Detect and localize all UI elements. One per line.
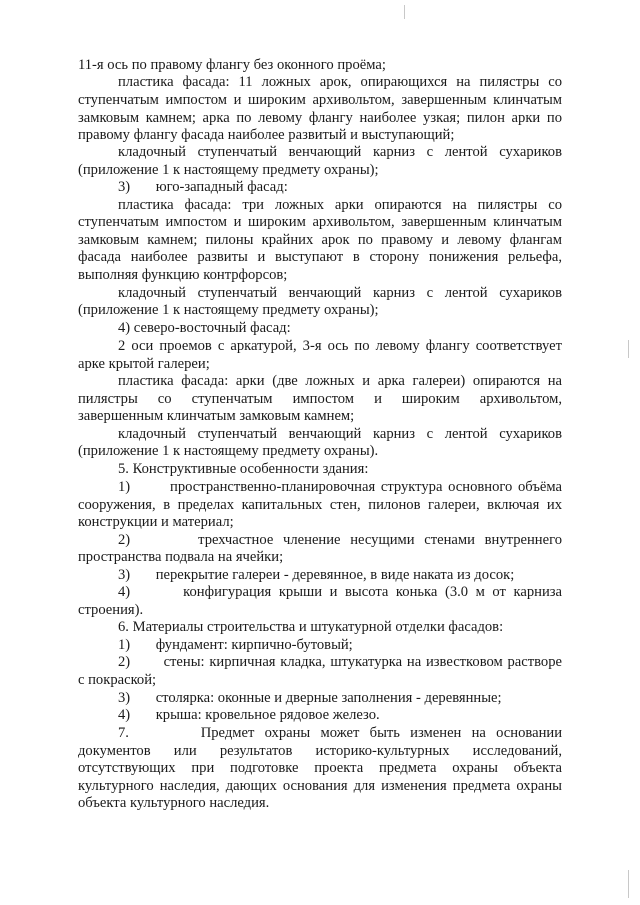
- text-line: 2 оси проемов с аркатурой, 3-я ось по левому флангу соответствует: [118, 338, 562, 354]
- text-line: арке крытой галереи;: [78, 356, 210, 372]
- text-line: 7. Предмет охраны может быть изменен на основании: [118, 725, 562, 741]
- text-line: конструкции и материал;: [78, 514, 234, 530]
- text-line: 1) пространственно-планировочная структура основного объёма: [118, 479, 562, 495]
- text-line: 2) трехчастное членение несущими стенами внутреннего: [118, 532, 562, 548]
- text-line: правому флангу фасада наиболее развитый и выступающий;: [78, 127, 455, 143]
- text-line: 4) конфигурация крыши и высота конька (3.0 м от карниза: [118, 584, 562, 600]
- text-line: пластика фасада: три ложных арки опираются на пилястры со: [118, 197, 562, 213]
- text-line: 3) столярка: оконные и дверные заполнения - деревянные;: [118, 690, 502, 706]
- text-line: отсутствующих при подготовке проекта предмета охраны объекта: [78, 760, 562, 776]
- text-line: культурного наследия, дающих основания для изменения предмета охраны: [78, 778, 562, 794]
- text-line: сооружения, в пределах капитальных стен, пилонов галереи, включая их: [78, 497, 562, 513]
- scan-artifact: [628, 870, 629, 898]
- text-line: замковым камнем; арка по левому флангу наиболее узкая; пилон арки по: [78, 110, 562, 126]
- text-line: замковым камнем; пилоны крайних арок по правому и левому флангам: [78, 232, 562, 248]
- text-line: кладочный ступенчатый венчающий карниз с лентой сухариков: [118, 426, 562, 442]
- text-line: (приложение 1 к настоящему предмету охраны).: [78, 443, 379, 459]
- text-line: 4) крыша: кровельное рядовое железо.: [118, 707, 380, 723]
- text-line: фасада наиболее развиты и выступают в сторону понижения рельефа,: [78, 249, 562, 265]
- text-line: (приложение 1 к настоящему предмету охраны);: [78, 302, 379, 318]
- text-line: 4) северо-восточный фасад:: [118, 320, 291, 336]
- text-line: 5. Конструктивные особенности здания:: [118, 461, 369, 477]
- text-line: кладочный ступенчатый венчающий карниз с лентой сухариков: [118, 144, 562, 160]
- text-line: ступенчатым импостом и широким архивольтом, завершенным клинчатым: [78, 92, 562, 108]
- text-line: ступенчатым импостом и широким архивольтом, завершенным клинчатым: [78, 214, 562, 230]
- text-line: объекта культурного наследия.: [78, 795, 270, 811]
- text-line: документов или результатов историко-культурных исследований,: [78, 743, 562, 759]
- text-line: пилястры со ступенчатым импостом и широким архивольтом,: [78, 391, 562, 407]
- text-line: 6. Материалы строительства и штукатурной отделки фасадов:: [118, 619, 504, 635]
- text-line: кладочный ступенчатый венчающий карниз с лентой сухариков: [118, 285, 562, 301]
- text-line: 3) юго-западный фасад:: [118, 179, 288, 195]
- scan-artifact: [628, 340, 629, 358]
- scan-artifact: [404, 5, 405, 19]
- text-line: завершенным клинчатым замковым камнем;: [78, 408, 355, 424]
- text-line: пространства подвала на ячейки;: [78, 549, 284, 565]
- text-line: 11-я ось по правому флангу без оконного проёма;: [78, 57, 386, 73]
- text-line: (приложение 1 к настоящему предмету охраны);: [78, 162, 379, 178]
- text-line: пластика фасада: арки (две ложных и арка галереи) опираются на: [118, 373, 562, 389]
- text-line: строения).: [78, 602, 144, 618]
- text-line: 2) стены: кирпичная кладка, штукатурка на известковом растворе: [118, 654, 562, 670]
- text-line: с покраской;: [78, 672, 157, 688]
- text-line: пластика фасада: 11 ложных арок, опирающихся на пилястры со: [118, 74, 562, 90]
- text-line: 3) перекрытие галереи - деревянное, в виде наката из досок;: [118, 567, 515, 583]
- text-line: 1) фундамент: кирпично-бутовый;: [118, 637, 353, 653]
- text-line: выполняя функцию контрфорсов;: [78, 267, 288, 283]
